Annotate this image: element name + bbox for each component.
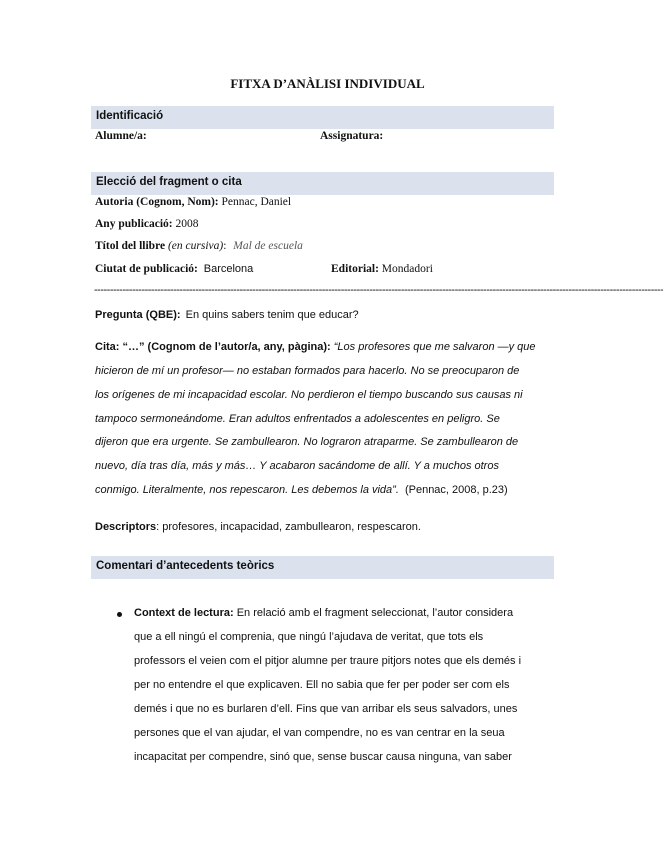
- autoria-row: [95, 196, 291, 208]
- page-title: FITXA D’ANÀLISI INDIVIDUAL: [230, 76, 425, 91]
- comentari-line-3: professors el veien com el pitjor alumne per traure pitjors notes que els demés i: [134, 655, 522, 667]
- separator: ------------------------------------------------------------------------------------------------------------------------------------------------------------------------------------: [94, 284, 663, 296]
- any-value: 2008: [175, 218, 199, 230]
- titol-label: Títol del llibre: [95, 240, 166, 252]
- any-row: [95, 218, 199, 230]
- alumne-label: Alumne/a:: [95, 130, 147, 142]
- cita-line-4: tampoco sermoneándome. Eran adultos enfrentados a adolescentes en peligro. Se: [95, 413, 500, 425]
- ciutat-value: Barcelona: [203, 263, 254, 275]
- editorial-row: [331, 263, 433, 275]
- assignatura-label: Assignatura:: [320, 130, 384, 142]
- autoria-value: Pennac, Daniel: [221, 196, 292, 208]
- cita-line-5: dijeron que era urgente. Se zambullearon. No lograron atraparme. Se zambullearon de: [95, 436, 519, 448]
- ciutat-label: Ciutat de publicació:: [95, 263, 198, 275]
- descriptors-row: [95, 521, 421, 533]
- cita-line-7: conmigo. Literalmente, nos repescaron. Les debemos la vida”. (Pennac, 2008, p.23): [95, 484, 508, 496]
- comentari-line-5: demés i que no es burlaren d’ell. Fins que van arribar els seus salvadors, unes: [134, 703, 518, 715]
- comentari-header: Comentari d’antecedents teòrics: [91, 556, 554, 579]
- editorial-value: Mondadori: [381, 263, 433, 275]
- descriptors-label: Descriptors: [95, 521, 157, 533]
- descriptors-value: : profesores, incapacidad, zambullearon, respescaron.: [156, 521, 421, 533]
- context-label: Context de lectura:: [134, 607, 234, 619]
- comentari-line-7: incapacitat per compendre, sinó que, sense buscar causa ninguna, van saber: [134, 751, 512, 763]
- titol-value: Mal de escuela: [233, 240, 303, 252]
- pregunta-value: En quins sabers tenim que educar?: [185, 309, 359, 321]
- identificacio-header: Identificació: [91, 106, 554, 129]
- any-label: Any publicació:: [95, 218, 173, 230]
- bullet-icon: [117, 612, 122, 617]
- titol-row: [95, 240, 303, 252]
- cita-line-3: los orígenes de mi incapacidad escolar. No perdieron el tiempo buscando sus causas ni: [95, 389, 523, 401]
- ciutat-row: [95, 263, 253, 275]
- titol-colon: :: [223, 240, 227, 252]
- pregunta-row: [95, 309, 359, 321]
- comentari-line-1: Context de lectura: En relació amb el fragment seleccionat, l’autor considera: [134, 607, 514, 619]
- editorial-label: Editorial:: [331, 263, 379, 275]
- comentari-line-4: per no entendre el que explicaven. Ell no sabia que fer per poder ser com els: [134, 679, 510, 691]
- cita-label: Cita: “…” (Cognom de l’autor/a, any, pàgina):: [95, 341, 331, 353]
- eleccio-header: Elecció del fragment o cita: [91, 172, 554, 195]
- titol-hint: (en cursiva): [167, 240, 224, 252]
- autoria-label: Autoria (Cognom, Nom):: [95, 196, 219, 208]
- comentari-line-2: que a ell ningú el comprenia, que ningú l’ajudava de veritat, que tots els: [134, 631, 484, 643]
- comentari-line-6: persones que el van ajudar, el van compendre, no es van centrar en la seua: [134, 727, 505, 739]
- cita-line-6: nuevo, día tras día, más y más… Y acabaron sacándome de allí. Y a muchos otros: [95, 460, 499, 472]
- cita-reference: (Pennac, 2008, p.23): [404, 484, 508, 496]
- cita-line-1: Cita: “…” (Cognom de l’autor/a, any, pàgina): “Los profesores que me salvaron —y que: [95, 341, 536, 353]
- cita-line-2: hicieron de mí un profesor— no estaban formados para hacerlo. No se preocuparon de: [95, 365, 520, 377]
- pregunta-label: Pregunta (QBE):: [95, 309, 181, 321]
